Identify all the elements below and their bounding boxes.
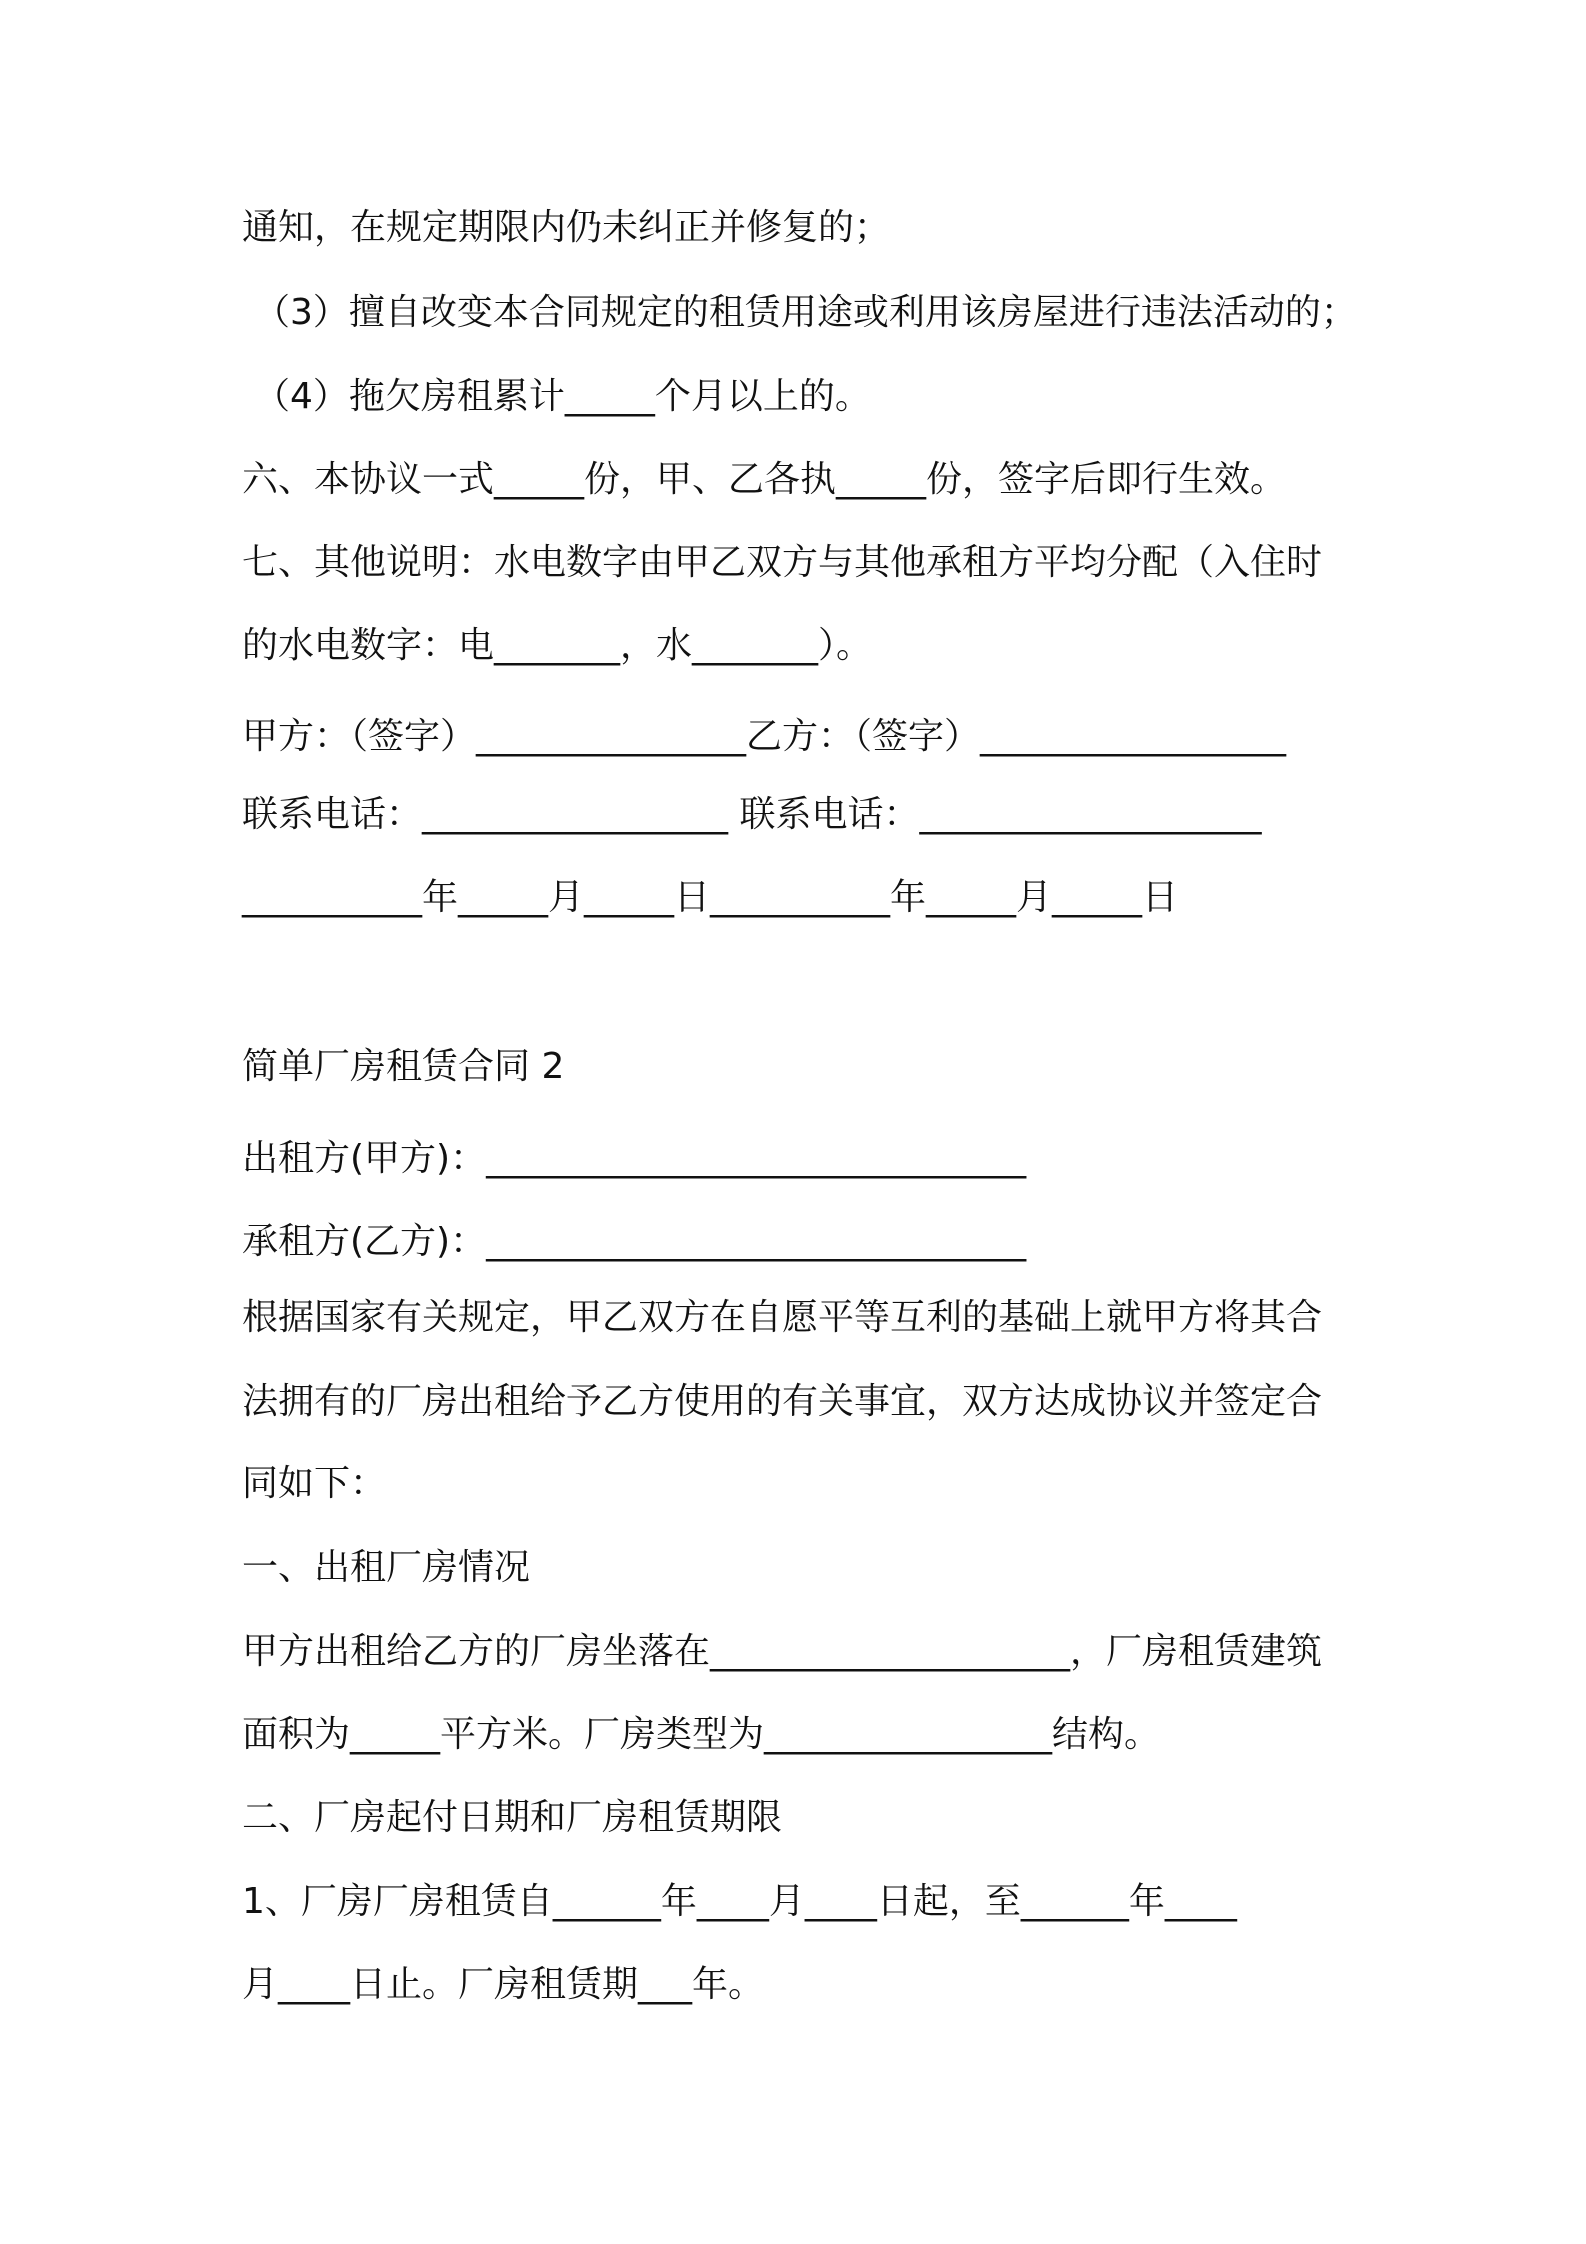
- clause-4: （4）拖欠房租累计_____个月以上的。: [254, 376, 871, 417]
- text-line: 面积为_____平方米。厂房类型为________________结构。: [242, 1714, 1161, 1755]
- contract-title: 简单厂房租赁合同 2: [242, 1046, 565, 1087]
- phone-line: 联系电话：_________________ 联系电话：___________________: [242, 794, 1262, 835]
- text-line: 法拥有的厂房出租给予乙方使用的有关事宜，双方达成协议并签定合: [242, 1381, 1323, 1422]
- section-heading: 二、厂房起付日期和厂房租赁期限: [242, 1797, 783, 1838]
- lessor-line: 出租方(甲方)：______________________________: [242, 1138, 1027, 1179]
- text-line: 同如下：: [242, 1463, 387, 1504]
- lessee-line: 承租方(乙方)：______________________________: [242, 1221, 1027, 1262]
- clause-six: 六、本协议一式_____份，甲、乙各执_____份，签字后即行生效。: [242, 459, 1287, 500]
- text-line: 通知，在规定期限内仍未纠正并修复的；: [242, 207, 891, 248]
- clause-seven: 七、其他说明：水电数字由甲乙双方与其他承租方平均分配（入住时: [242, 542, 1323, 583]
- text-line: 的水电数字：电_______，水_______）。: [242, 625, 873, 666]
- text-line: 月____日止。厂房租赁期___年。: [242, 1964, 765, 2005]
- date-line: __________年_____月_____日__________年_____月_____日: [242, 877, 1178, 918]
- signature-line: 甲方：（签字）_______________乙方：（签字）_________________: [242, 716, 1287, 757]
- text-line: 1、厂房厂房租赁自______年____月____日起，至______年____: [242, 1881, 1237, 1922]
- text-line: 甲方出租给乙方的厂房坐落在____________________，厂房租赁建筑: [242, 1631, 1323, 1672]
- clause-3: （3）擅自改变本合同规定的租赁用途或利用该房屋进行违法活动的；: [254, 292, 1357, 333]
- text-line: 根据国家有关规定，甲乙双方在自愿平等互利的基础上就甲方将其合: [242, 1297, 1323, 1338]
- section-heading: 一、出租厂房情况: [242, 1547, 531, 1588]
